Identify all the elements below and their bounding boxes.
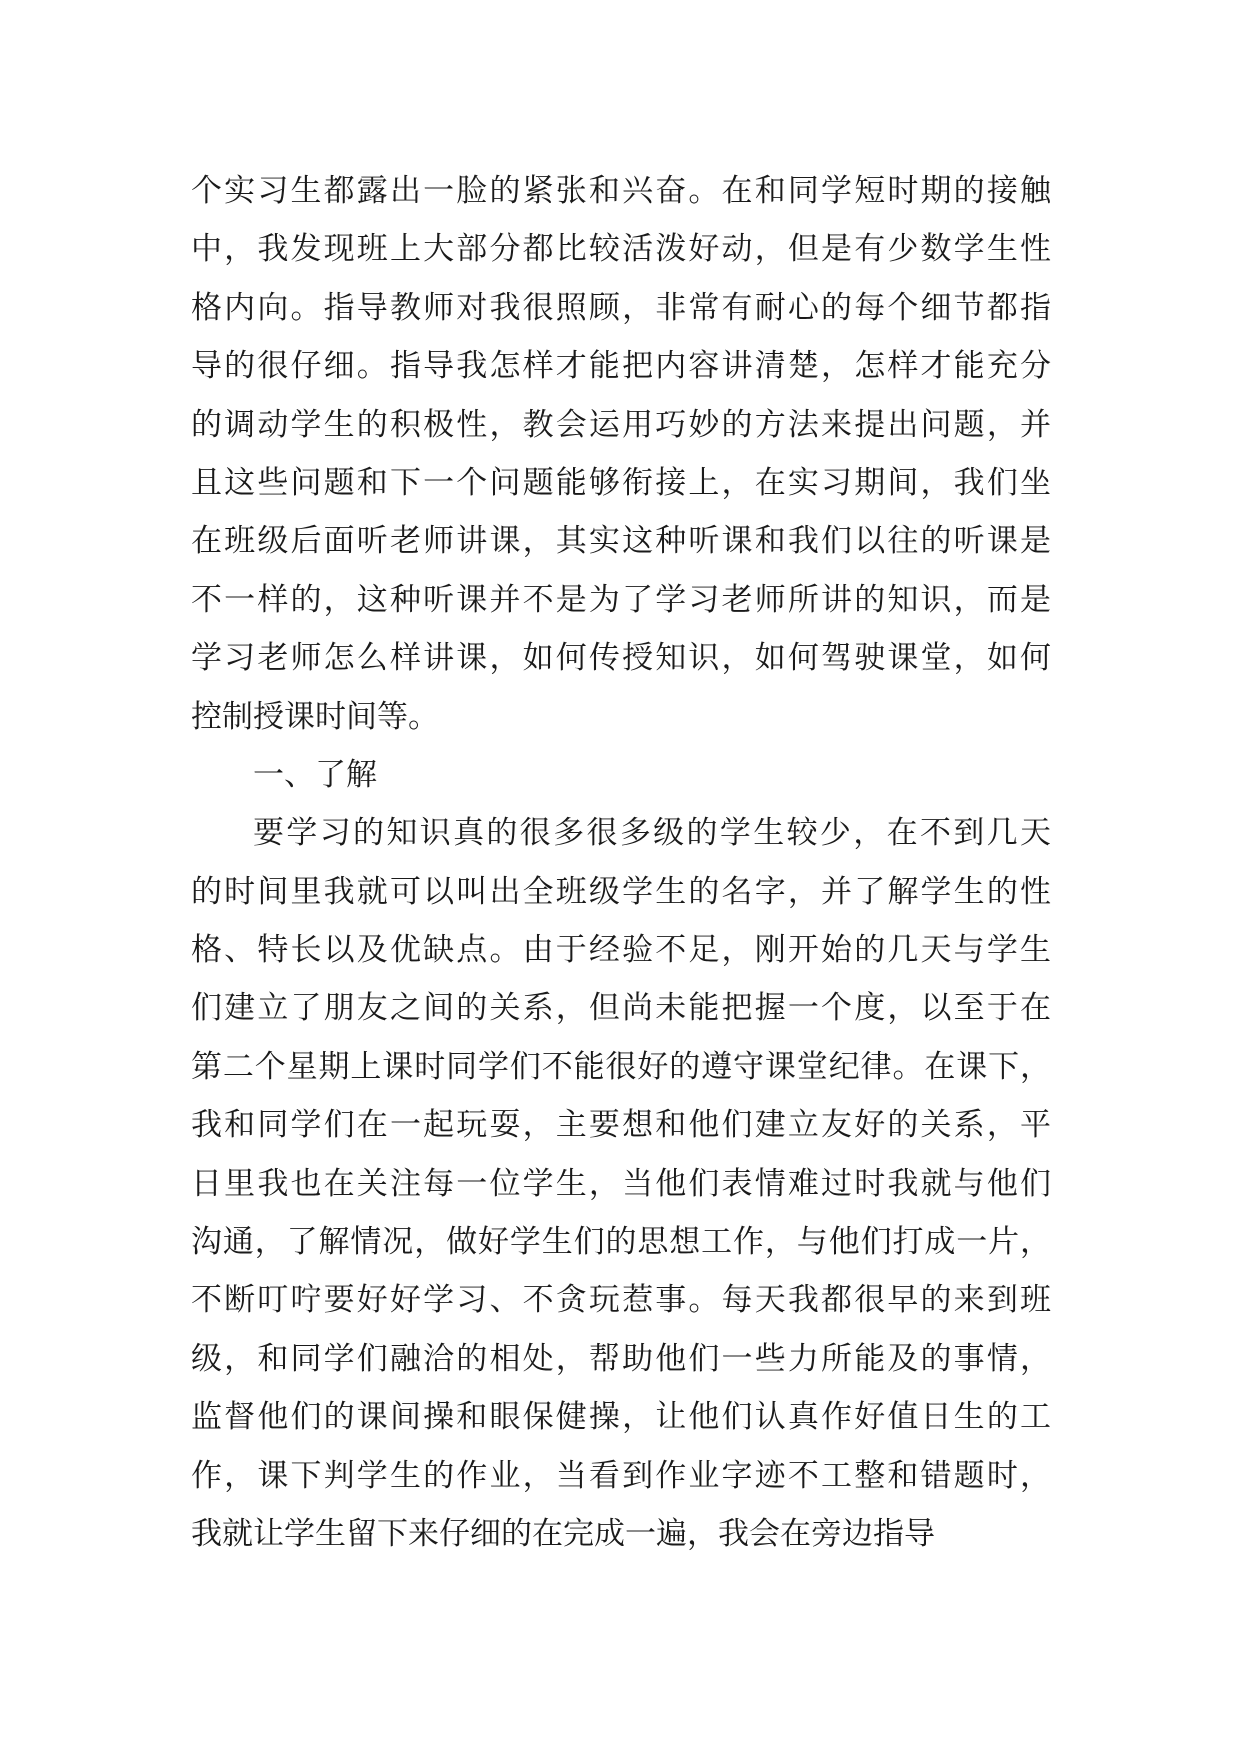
text-line: 我就让学生留下来仔细的在完成一遍，我会在旁边指导 (191, 1515, 935, 1552)
text-line: 中，我发现班上大部分都比较活泼好动，但是有少数学生性 (191, 231, 1051, 268)
text-line: 作，课下判学生的作业，当看到作业字迹不工整和错题时， (191, 1457, 1051, 1494)
text-line: 在班级后面听老师讲课，其实这种听课和我们以往的听课是 (191, 523, 1051, 560)
text-line: 们建立了朋友之间的关系，但尚未能把握一个度，以至于在 (191, 990, 1051, 1027)
text-line: 格、特长以及优缺点。由于经验不足，刚开始的几天与学生 (191, 932, 1051, 969)
paragraph-1 (191, 162, 1051, 746)
text-line: 且这些问题和下一个问题能够衔接上，在实习期间，我们坐 (191, 464, 1051, 501)
text-line: 沟通，了解情况，做好学生们的思想工作，与他们打成一片， (191, 1224, 1051, 1261)
text-line: 的时间里我就可以叫出全班级学生的名字，并了解学生的性 (191, 873, 1051, 910)
text-line: 日里我也在关注每一位学生，当他们表情难过时我就与他们 (191, 1165, 1051, 1202)
text-line: 格内向。指导教师对我很照顾，非常有耐心的每个细节都指 (191, 289, 1051, 326)
text-line: 控制授课时间等。 (191, 698, 439, 735)
text-line: 要学习的知识真的很多很多级的学生较少，在不到几天 (253, 815, 1051, 852)
text-line: 不一样的，这种听课并不是为了学习老师所讲的知识，而是 (191, 581, 1051, 618)
document-body (191, 162, 1051, 1563)
text-line: 的调动学生的积极性，教会运用巧妙的方法来提出问题，并 (191, 406, 1051, 443)
text-line: 导的很仔细。指导我怎样才能把内容讲清楚，怎样才能充分 (191, 348, 1051, 385)
paragraph-2 (191, 804, 1051, 1563)
text-line: 个实习生都露出一脸的紧张和兴奋。在和同学短时期的接触 (191, 173, 1051, 209)
text-line: 学习老师怎么样讲课，如何传授知识，如何驾驶课堂，如何 (191, 640, 1051, 677)
text-line: 第二个星期上课时同学们不能很好的遵守课堂纪律。在课下， (191, 1048, 1051, 1085)
text-line: 我和同学们在一起玩耍，主要想和他们建立友好的关系，平 (191, 1107, 1051, 1144)
text-line: 不断叮咛要好好学习、不贪玩惹事。每天我都很早的来到班 (191, 1282, 1051, 1319)
text-line: 监督他们的课间操和眼保健操，让他们认真作好值日生的工 (191, 1399, 1051, 1436)
section-heading: 一、了解 (253, 756, 377, 793)
text-line: 级，和同学们融洽的相处，帮助他们一些力所能及的事情， (191, 1340, 1051, 1377)
